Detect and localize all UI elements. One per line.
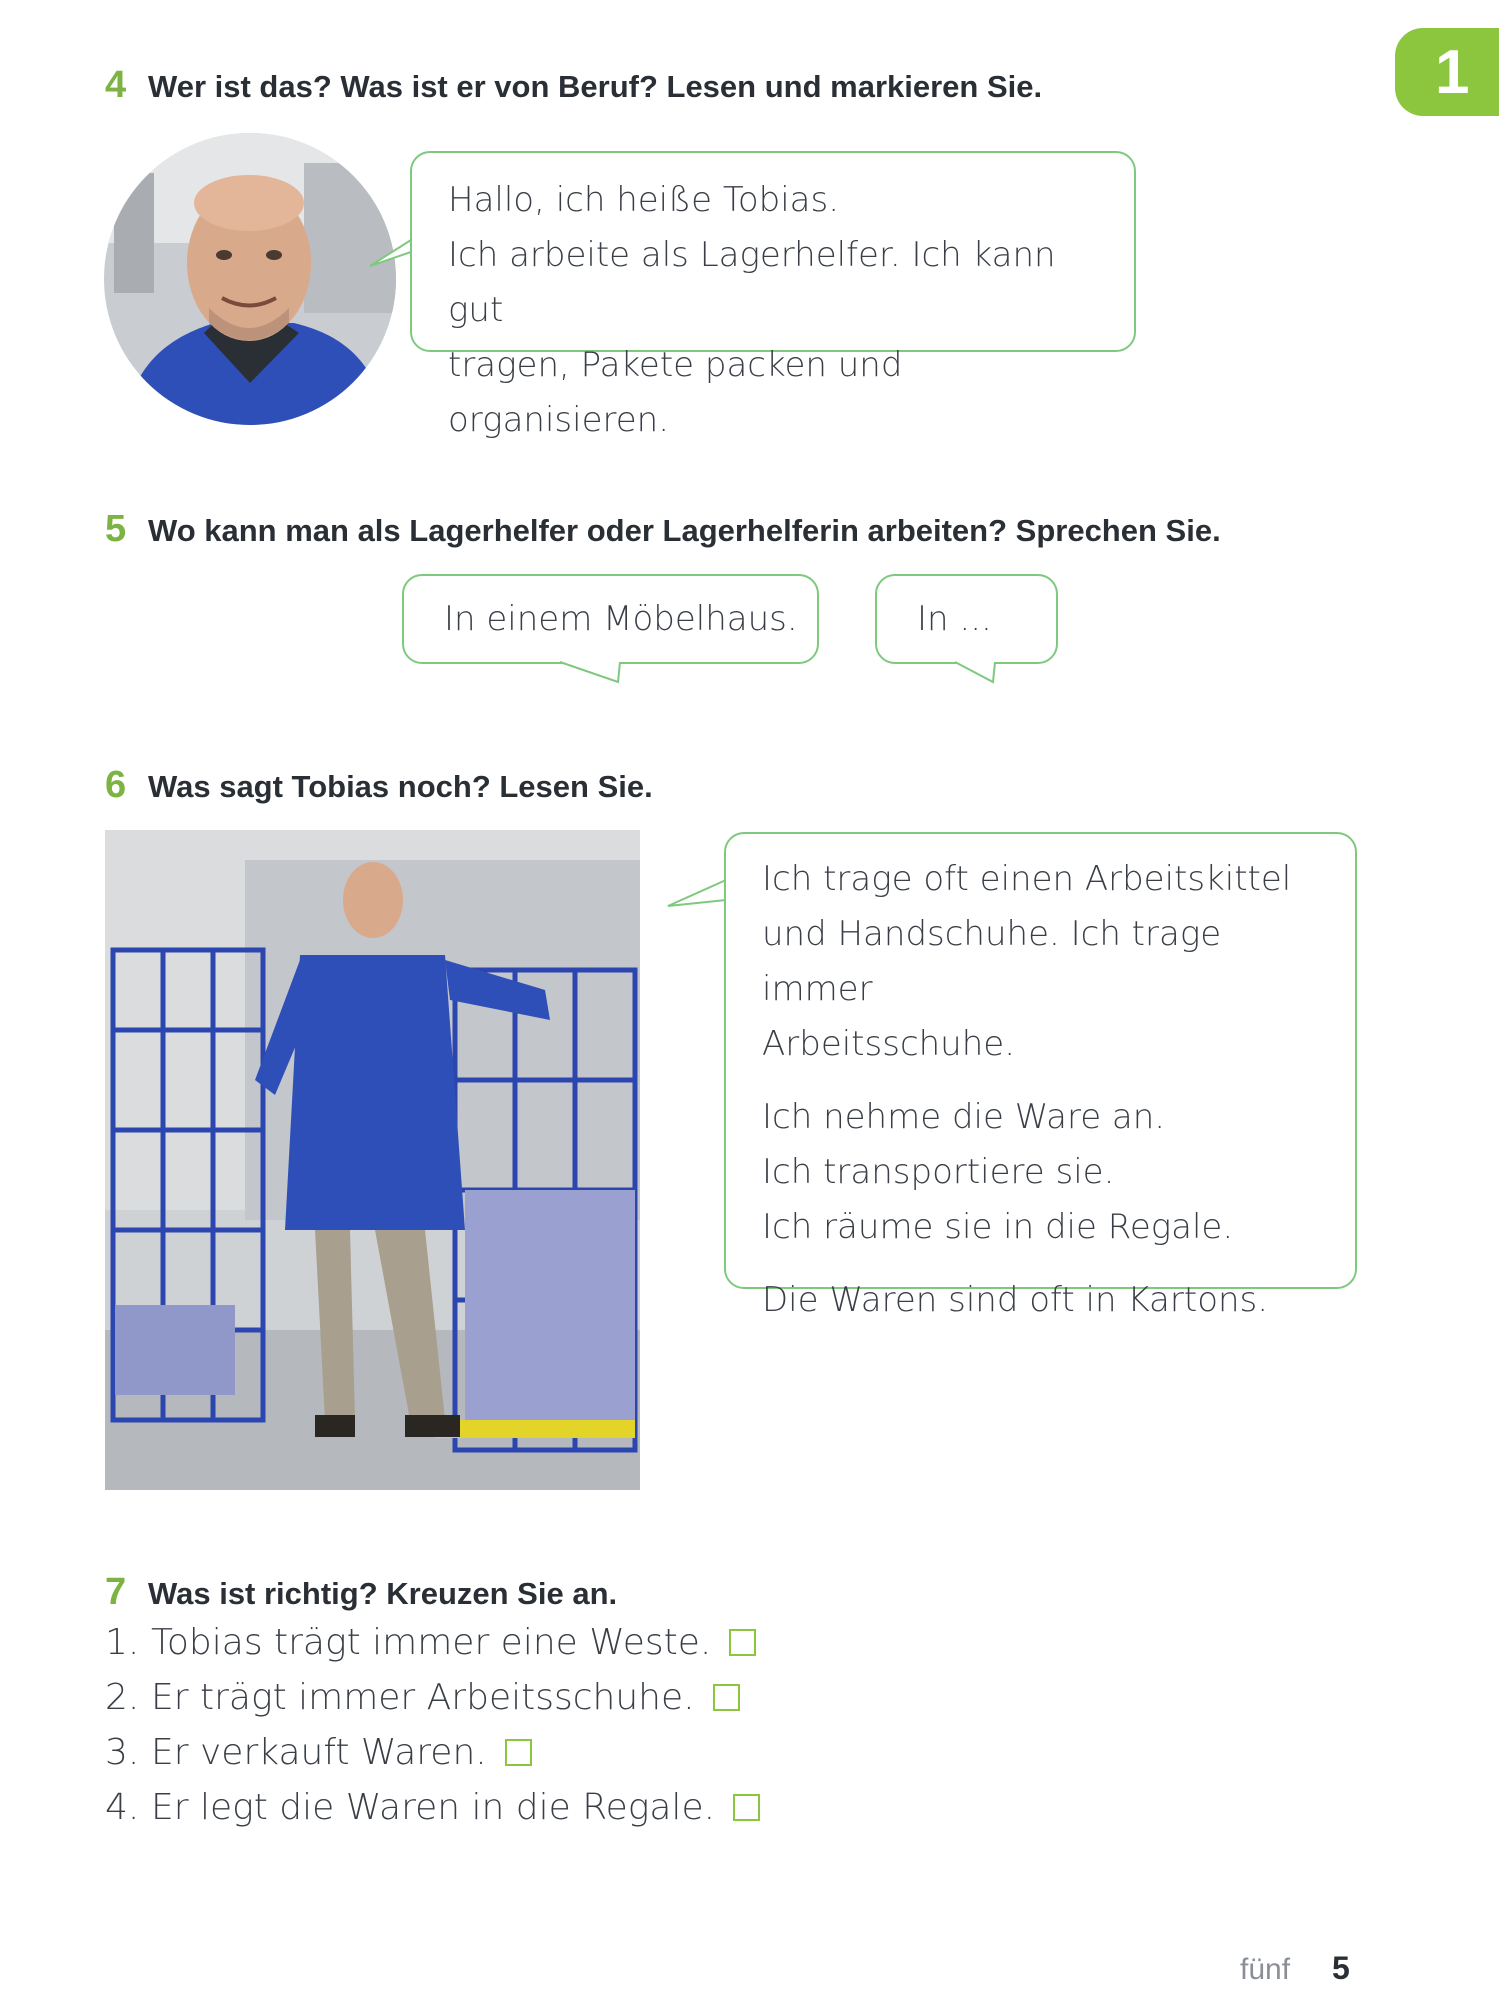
cartons-paragraph bbox=[762, 1273, 1319, 1328]
intro-line-3: tragen, Pakete packen und organisieren. bbox=[448, 345, 903, 440]
tasks-paragraph bbox=[762, 1090, 1319, 1255]
bubble-line: Die Waren sind oft in Kartons. bbox=[762, 1280, 1269, 1320]
task-title: Wer ist das? Was ist er von Beruf? Lesen und markieren Sie. bbox=[148, 69, 1043, 104]
bubble-line: Ich räume sie in die Regale. bbox=[762, 1207, 1234, 1247]
task-title: Was sagt Tobias noch? Lesen Sie. bbox=[148, 769, 653, 804]
statement-text: Er legt die Waren in die Regale. bbox=[151, 1787, 716, 1828]
item-number: 4. bbox=[105, 1787, 140, 1828]
work-speech-bubble bbox=[724, 832, 1357, 1320]
page-number-word: fünf bbox=[1240, 1953, 1291, 1986]
intro-speech-bubble bbox=[410, 151, 1136, 440]
speech-tail bbox=[560, 662, 620, 684]
statements-list bbox=[105, 1615, 760, 1835]
task-6-heading bbox=[105, 764, 653, 807]
list-item bbox=[105, 1725, 760, 1780]
task-title: Was ist richtig? Kreuzen Sie an. bbox=[148, 1576, 618, 1611]
bubble-line: und Handschuhe. Ich trage immer bbox=[762, 914, 1222, 1009]
tobias-portrait-photo bbox=[104, 133, 396, 425]
page-footer bbox=[1240, 1950, 1350, 1987]
task-4-heading bbox=[105, 64, 1042, 107]
tobias-warehouse-photo bbox=[105, 830, 640, 1490]
example-answer-bubble bbox=[402, 574, 819, 664]
task-title: Wo kann man als Lagerhelfer oder Lagerhelferin arbeiten? Sprechen Sie. bbox=[148, 513, 1221, 548]
list-item bbox=[105, 1780, 760, 1835]
task-7-heading bbox=[105, 1571, 617, 1614]
speech-tail bbox=[668, 880, 728, 910]
item-number: 2. bbox=[105, 1677, 140, 1718]
intro-line-1: Hallo, ich heiße Tobias. bbox=[448, 180, 840, 220]
intro-line-2: Ich arbeite als Lagerhelfer. Ich kann gut bbox=[448, 235, 1056, 330]
task-number: 7 bbox=[105, 1571, 127, 1613]
statement-text: Er verkauft Waren. bbox=[151, 1732, 487, 1773]
task-number: 4 bbox=[105, 64, 127, 106]
chapter-tab bbox=[1395, 28, 1499, 116]
task-number: 5 bbox=[105, 508, 127, 550]
speech-tail bbox=[955, 662, 1005, 684]
open-answer-bubble bbox=[875, 574, 1058, 664]
statement-text: Er trägt immer Arbeitsschuhe. bbox=[151, 1677, 695, 1718]
item-number: 3. bbox=[105, 1732, 140, 1773]
answer-checkbox[interactable] bbox=[729, 1629, 756, 1656]
list-item bbox=[105, 1670, 760, 1725]
bubble-line: Ich trage oft einen Arbeitskittel bbox=[762, 859, 1292, 899]
answer-checkbox[interactable] bbox=[733, 1794, 760, 1821]
answer-checkbox[interactable] bbox=[713, 1684, 740, 1711]
speech-tail bbox=[370, 240, 410, 270]
answer-checkbox[interactable] bbox=[505, 1739, 532, 1766]
bubble-line: Ich transportiere sie. bbox=[762, 1152, 1115, 1192]
statement-text: Tobias trägt immer eine Weste. bbox=[151, 1622, 712, 1663]
item-number: 1. bbox=[105, 1622, 140, 1663]
page-number: 5 bbox=[1332, 1950, 1350, 1986]
chapter-number: 1 bbox=[1435, 37, 1470, 107]
open-answer-text: In ... bbox=[917, 599, 992, 639]
list-item bbox=[105, 1615, 760, 1670]
bubble-line: Ich nehme die Ware an. bbox=[762, 1097, 1166, 1137]
task-5-heading bbox=[105, 508, 1221, 551]
clothing-paragraph bbox=[762, 852, 1319, 1072]
example-answer-text: In einem Möbelhaus. bbox=[444, 599, 798, 639]
task-number: 6 bbox=[105, 764, 127, 806]
bubble-line: Arbeitsschuhe. bbox=[762, 1024, 1016, 1064]
